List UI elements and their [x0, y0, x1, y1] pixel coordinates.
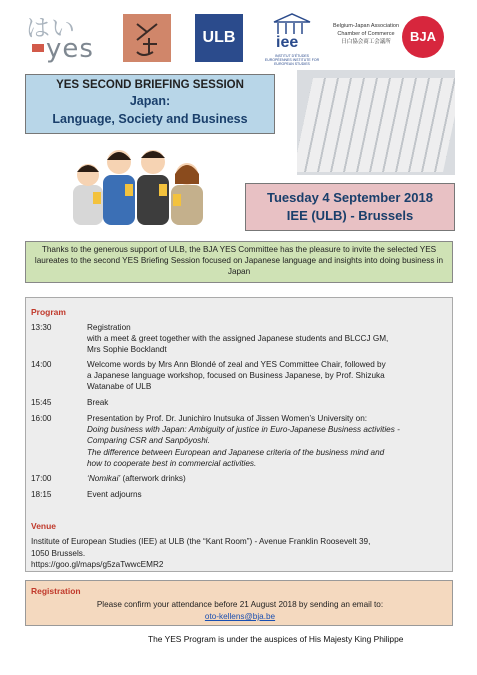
venue-address — [31, 536, 447, 571]
program-desc-line: a Japanese language workshop, focused on Business Japanese, by Prof. Shizuka — [87, 371, 385, 381]
program-time: 18:15 — [31, 490, 52, 499]
footer-text: The YES Program is under the auspices of His Majesty King Philippe — [148, 634, 404, 644]
title-box — [25, 74, 275, 134]
ulb-logo: ULB — [195, 14, 243, 62]
venue-line-1: Institute of European Studies (IEE) at ULB (the “Kant Room”) - Avenue Franklin Roosevelt 39, — [31, 537, 371, 546]
program-desc-line: Welcome words by Mrs Ann Blondé of zeal and YES Committee Chair, followed by — [87, 360, 386, 369]
intro-box: Thanks to the generous support of ULB, the BJA YES Committee has the pleasure to invite the selected YES laureates to the second YES Briefing Session focused on Japanese language and insights into doing business in Japan — [25, 241, 453, 283]
program-box — [25, 297, 453, 572]
program-desc-line: The difference between European and Japanese criteria of the business mind and — [87, 447, 385, 457]
date-box — [245, 183, 455, 231]
kanji-logo — [123, 14, 171, 62]
program-desc-line: how to cooperate best in commercial activities. — [87, 458, 257, 468]
program-time: 13:30 — [31, 323, 52, 332]
program-desc-line: Mrs Sophie Bocklandt — [87, 345, 167, 355]
program-desc-line: Break — [87, 398, 109, 407]
venue-map-link[interactable]: https://goo.gl/maps/g5zaTwwcEMR2 — [31, 560, 164, 569]
hiragana-chart-photo — [297, 70, 455, 175]
registration-email-link[interactable]: oto-kellens@bja.be — [204, 612, 276, 621]
bjcc-line-1: Belgium-Japan Association — [332, 23, 400, 29]
people-cheers-illustration — [65, 140, 215, 230]
program-desc-line: Event adjourns — [87, 490, 142, 499]
program-time: 16:00 — [31, 414, 52, 423]
program-time: 17:00 — [31, 474, 52, 483]
iee-logo-subtext: INSTITUT D'ÉTUDES EUROPÉENNES INSTITUTE FOR EUROPEAN STUDIES — [264, 54, 320, 66]
event-date: Tuesday 4 September 2018 — [267, 190, 433, 205]
title-line-3: Language, Society and Business — [52, 112, 248, 126]
program-desc-line: Registration — [87, 323, 131, 332]
program-desc-line: Presentation by Prof. Dr. Junichiro Inutsuka of Jissen Women’s University on: — [87, 414, 368, 423]
bjcc-line-3: 日白協会商工会議所 — [341, 39, 391, 45]
event-location: IEE (ULB) - Brussels — [286, 208, 414, 223]
program-time: 15:45 — [31, 398, 52, 407]
hai-logo-text: はい — [26, 14, 76, 42]
hiragana-grid-image — [297, 78, 455, 172]
registration-text: Please confirm your attendance before 21 August 2018 by sending an email to: — [96, 600, 384, 609]
program-desc-line: Watanabe of ULB — [87, 382, 152, 392]
program-desc-line: Doing business with Japan: Ambiguity of justice in Euro-Japanese Business activities - — [87, 425, 400, 435]
venue-line-2: 1050 Brussels. — [31, 548, 86, 558]
registration-heading: Registration — [31, 586, 81, 596]
iee-logo — [264, 12, 320, 64]
program-heading: Program — [31, 307, 66, 317]
registration-box — [25, 580, 453, 626]
hai-yes-logo — [24, 12, 106, 64]
yes-logo-text: yes — [46, 34, 94, 64]
people-illustration-icon — [65, 140, 215, 230]
program-desc-line: Comparing CSR and Sanpōyoshi. — [87, 436, 210, 446]
venue-heading: Venue — [31, 521, 57, 531]
title-line-2: Japan: — [129, 94, 171, 108]
nomikai-label: ‘Nomikai’ — [87, 474, 121, 483]
bjcc-line-2: Chamber of Commerce — [337, 31, 395, 37]
bja-logo: BJA — [402, 16, 444, 58]
iee-logo-text: iee — [276, 34, 299, 51]
nomikai-desc: (afterwork drinks) — [120, 474, 186, 483]
program-time: 14:00 — [31, 360, 52, 369]
logo-red-bar — [32, 44, 44, 52]
building-icon — [264, 12, 320, 36]
bjcc-logo — [330, 22, 402, 46]
title-line-1: YES SECOND BRIEFING SESSION — [56, 79, 244, 91]
program-desc-line: with a meet & greet together with the assigned Japanese students and BLCCJ GM, — [87, 334, 389, 344]
kanji-logo-icon — [123, 14, 171, 62]
